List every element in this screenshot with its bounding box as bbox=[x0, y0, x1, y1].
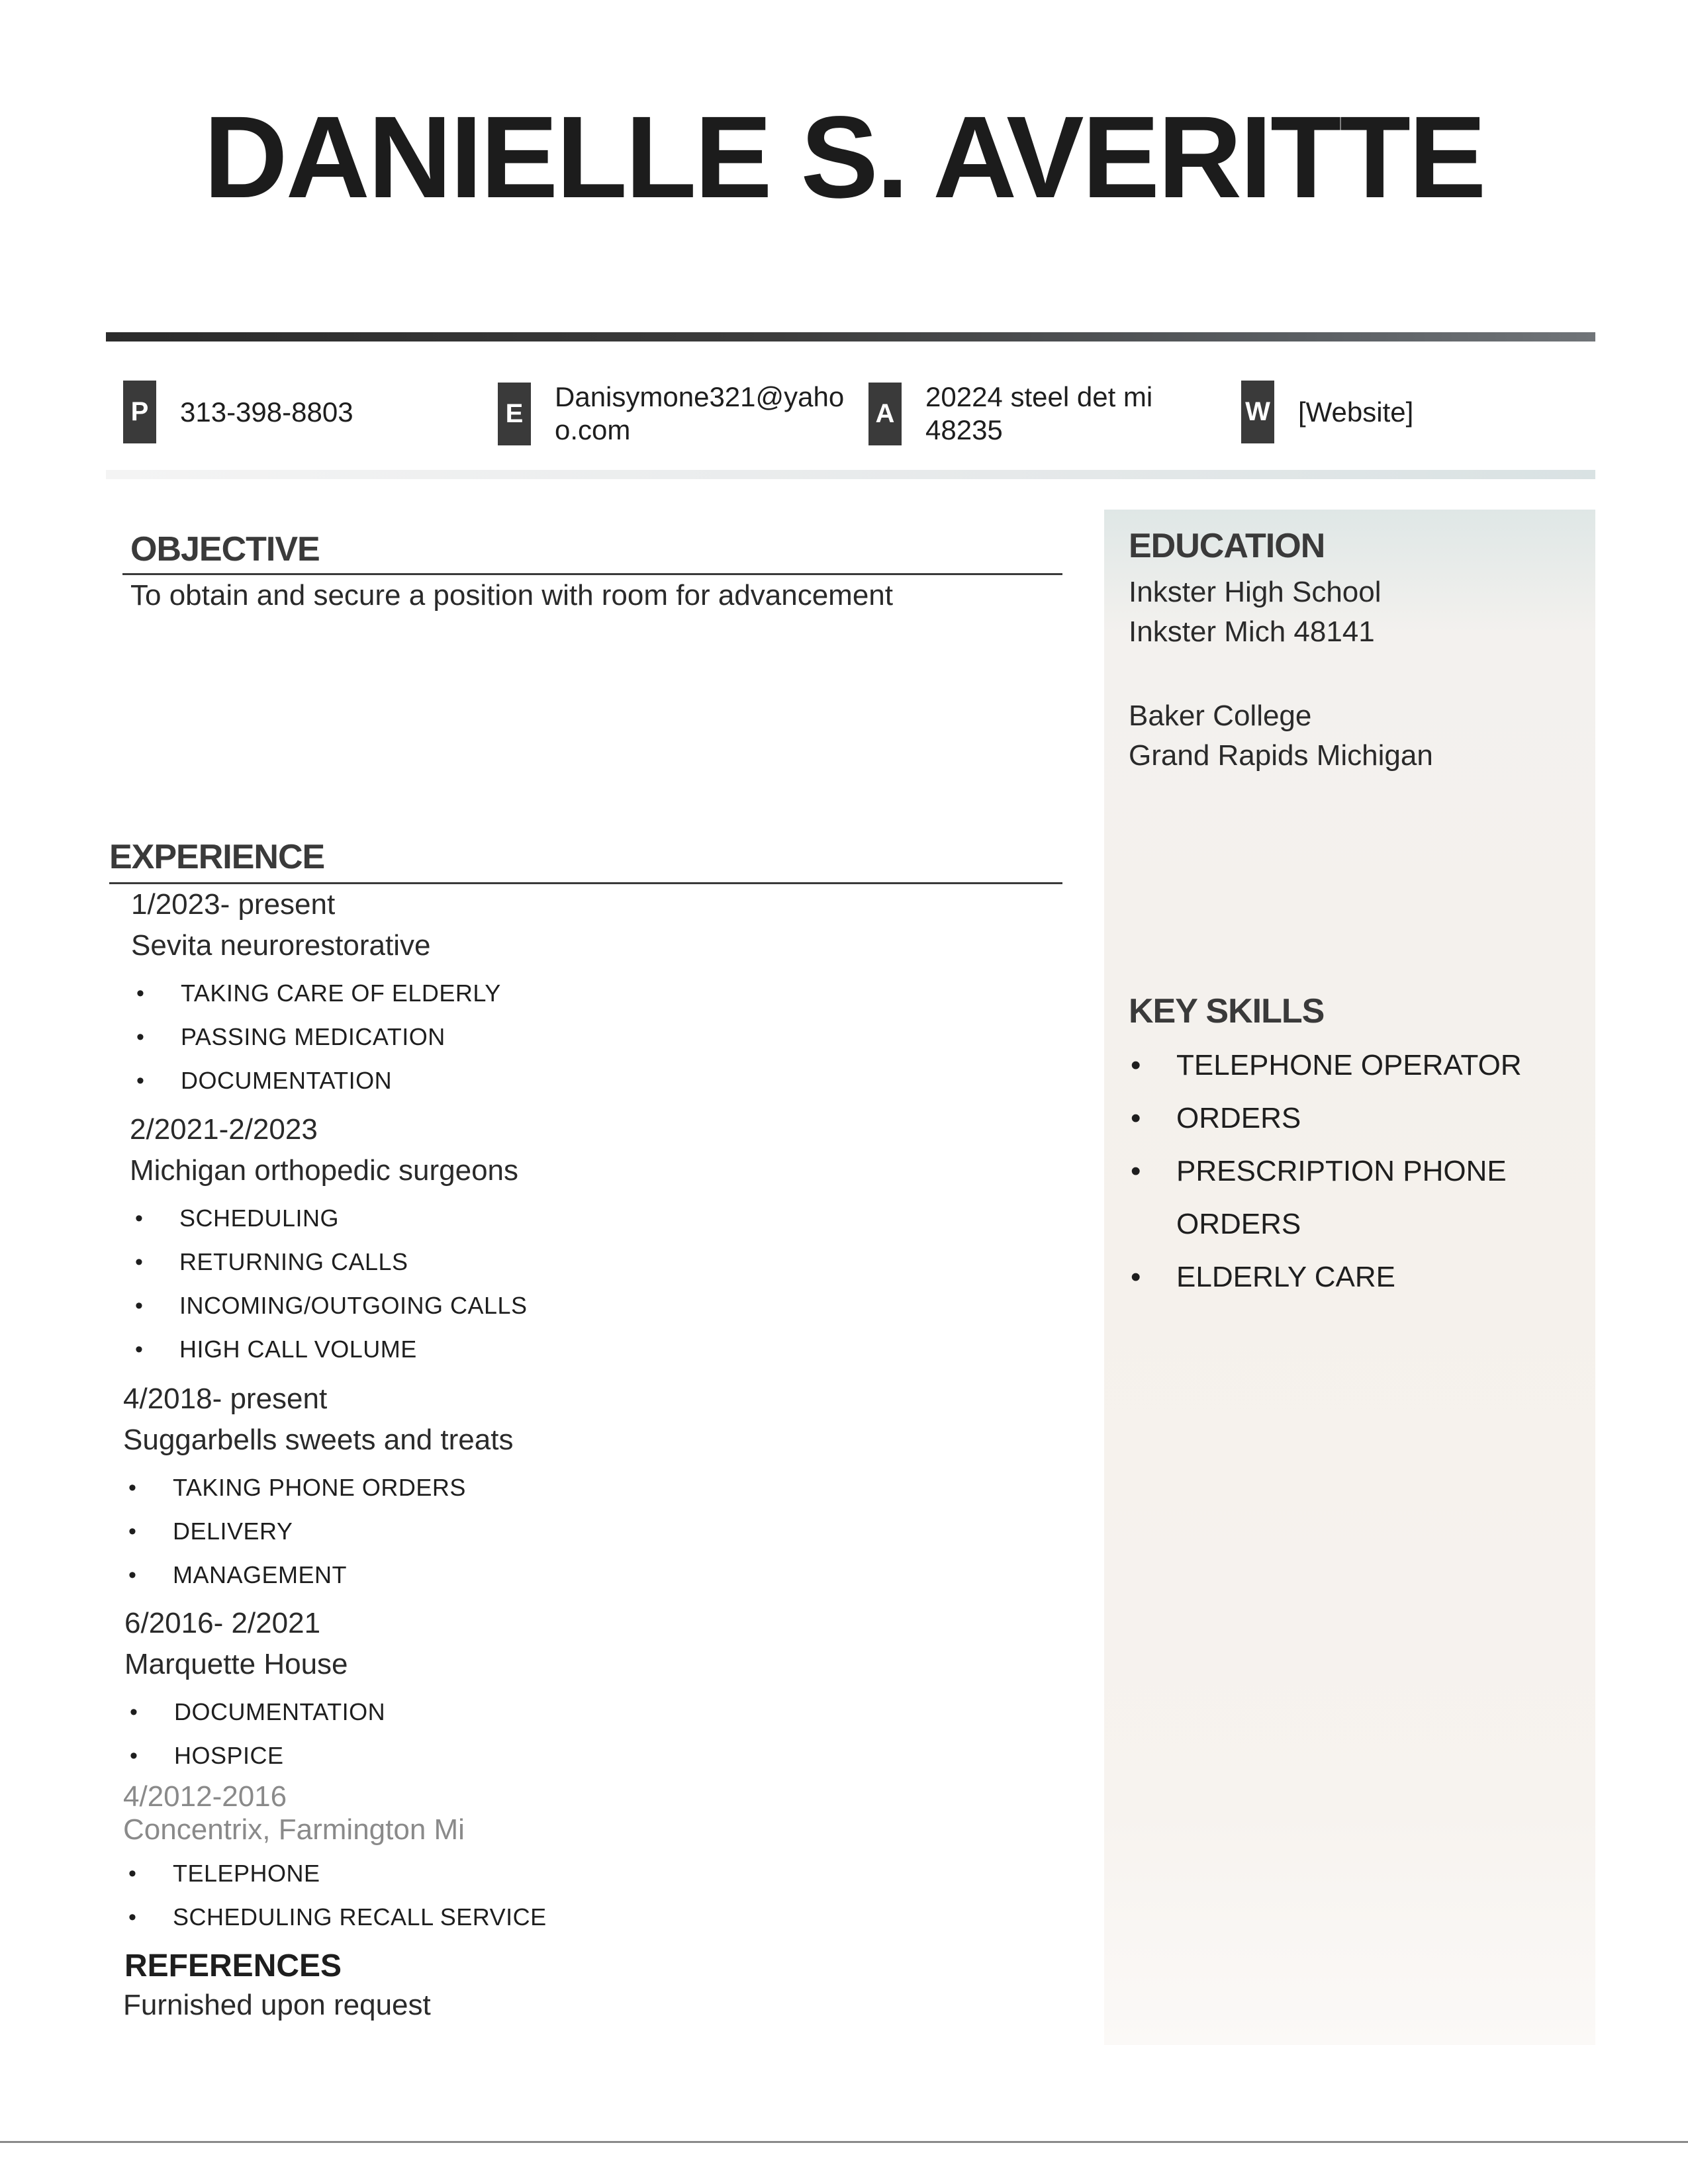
header-rule bbox=[106, 332, 1595, 341]
duty-item: • DOCUMENTATION bbox=[131, 1059, 1058, 1103]
school-location: Inkster Mich 48141 bbox=[1129, 615, 1375, 648]
job-entry bbox=[130, 1109, 1056, 1371]
duty-item: • SCHEDULING RECALL SERVICE bbox=[123, 1895, 1050, 1939]
resume-name: DANIELLE S. AVERITTE bbox=[203, 93, 1485, 222]
duty-item: • HOSPICE bbox=[124, 1734, 1051, 1778]
duty-item: • DELIVERY bbox=[123, 1510, 1050, 1553]
duty-item: • PASSING MEDICATION bbox=[131, 1015, 1058, 1059]
contact-website bbox=[1241, 381, 1413, 443]
job-company: Sevita neurorestorative bbox=[131, 929, 431, 962]
education-title: EDUCATION bbox=[1129, 527, 1325, 565]
skill-item: • ORDERS bbox=[1125, 1092, 1562, 1145]
job-dates: 2/2021-2/2023 bbox=[130, 1113, 318, 1146]
objective-rule bbox=[122, 573, 1062, 575]
job-company: Michigan orthopedic surgeons bbox=[130, 1154, 519, 1187]
school-name: Inkster High School bbox=[1129, 576, 1382, 608]
references-title: REFERENCES bbox=[124, 1948, 342, 1983]
duty-item: • INCOMING/OUTGOING CALLS bbox=[130, 1284, 1056, 1328]
duty-item: • HIGH CALL VOLUME bbox=[130, 1328, 1056, 1371]
address-badge-icon: A bbox=[868, 383, 902, 445]
duty-item: • TELEPHONE bbox=[123, 1852, 1050, 1895]
objective-title: OBJECTIVE bbox=[130, 530, 320, 569]
skill-item: • TELEPHONE OPERATOR bbox=[1125, 1039, 1562, 1092]
address-text: 20224 steel det mi 48235 bbox=[925, 381, 1153, 445]
job-entry bbox=[123, 1379, 1050, 1597]
job-dates: 4/2012-2016 bbox=[123, 1780, 287, 1813]
job-duties bbox=[124, 1690, 1051, 1778]
contact-phone bbox=[123, 381, 353, 443]
job-duties bbox=[130, 1197, 1056, 1371]
school-name: Baker College bbox=[1129, 700, 1312, 732]
email-text: Danisymone321@yahoo.com bbox=[555, 381, 845, 445]
contact-band bbox=[106, 470, 1595, 479]
job-duties bbox=[131, 972, 1058, 1103]
job-dates: 4/2018- present bbox=[123, 1383, 328, 1415]
job-company: Suggarbells sweets and treats bbox=[123, 1424, 514, 1456]
job-dates: 6/2016- 2/2021 bbox=[124, 1607, 321, 1639]
experience-title: EXPERIENCE bbox=[109, 838, 325, 876]
contact-address bbox=[868, 381, 1177, 447]
job-company: Marquette House bbox=[124, 1648, 348, 1680]
footer-rule bbox=[0, 2141, 1688, 2143]
duty-item: • MANAGEMENT bbox=[123, 1553, 1050, 1597]
skill-item: • PRESCRIPTION PHONE ORDERS bbox=[1125, 1145, 1562, 1251]
job-entry bbox=[123, 1780, 1050, 1939]
job-dates: 1/2023- present bbox=[131, 888, 336, 921]
skills-list bbox=[1125, 1039, 1562, 1304]
job-entry bbox=[124, 1603, 1051, 1778]
website-text: [Website] bbox=[1298, 396, 1414, 428]
contact-email bbox=[498, 381, 846, 447]
job-company: Concentrix, Farmington Mi bbox=[123, 1813, 465, 1846]
skills-title: KEY SKILLS bbox=[1129, 992, 1325, 1030]
job-duties bbox=[123, 1466, 1050, 1597]
website-badge-icon: W bbox=[1241, 381, 1274, 443]
school-location: Grand Rapids Michigan bbox=[1129, 739, 1433, 772]
job-entry bbox=[131, 884, 1058, 1103]
duty-item: • DOCUMENTATION bbox=[124, 1690, 1051, 1734]
duty-item: • TAKING PHONE ORDERS bbox=[123, 1466, 1050, 1510]
objective-text: To obtain and secure a position with room for advancement bbox=[130, 579, 893, 612]
phone-badge-icon: P bbox=[123, 381, 156, 443]
job-duties bbox=[123, 1852, 1050, 1939]
email-badge-icon: E bbox=[498, 383, 531, 445]
duty-item: • SCHEDULING bbox=[130, 1197, 1056, 1240]
duty-item: • RETURNING CALLS bbox=[130, 1240, 1056, 1284]
references-text: Furnished upon request bbox=[123, 1989, 431, 2021]
duty-item: • TAKING CARE OF ELDERLY bbox=[131, 972, 1058, 1015]
skill-item: • ELDERLY CARE bbox=[1125, 1251, 1562, 1304]
phone-text: 313-398-8803 bbox=[180, 396, 353, 428]
